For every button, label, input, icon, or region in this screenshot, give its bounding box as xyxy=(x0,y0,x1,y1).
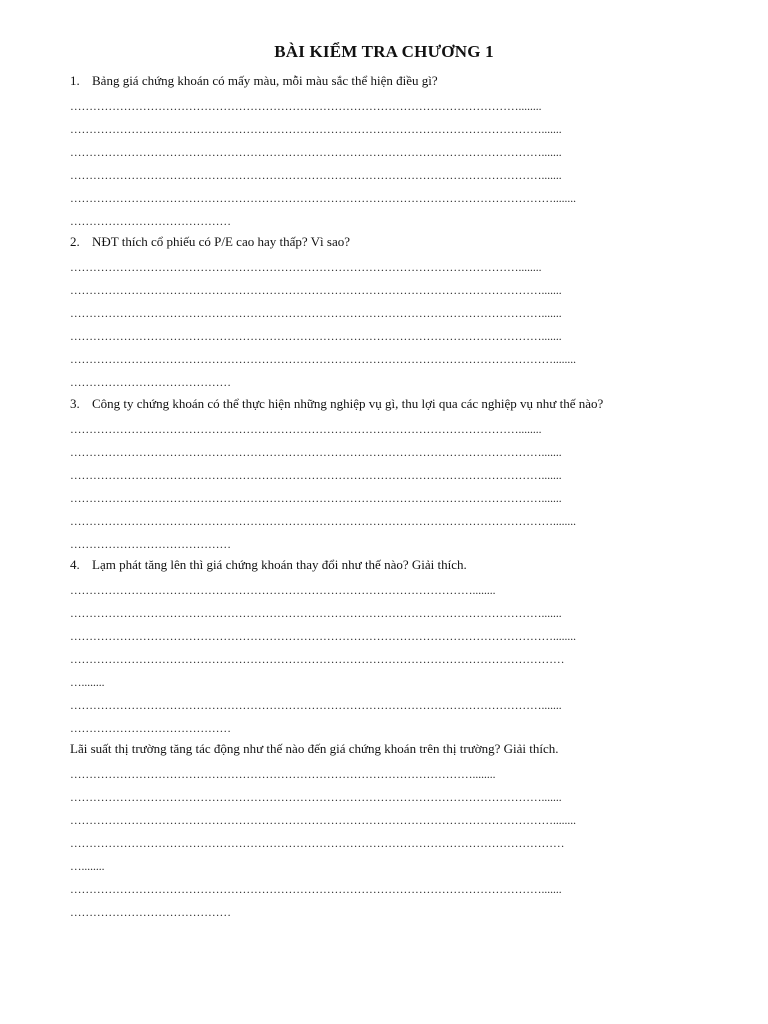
answer-line: ……………………………………………………………………………………………………………....... xyxy=(70,792,562,804)
question-text: NĐT thích cổ phiếu có P/E cao hay thấp? Vì sao? xyxy=(92,234,351,249)
question-text: Lãi suất thị trường tăng tác động như thế nào đến giá chứng khoán trên thị trường? Giải thích. xyxy=(70,741,559,756)
answer-line: ……………………………………………………………………………………………………………....... xyxy=(70,493,562,505)
answer-line: ………………………………………………………………………………………………………………........ xyxy=(70,193,576,205)
question-2 xyxy=(70,234,350,250)
answer-line: ………………………………………………………………………………………………………………… xyxy=(70,838,565,850)
answer-line: ……………………………………………………………………………………………………………....... xyxy=(70,608,562,620)
answer-line: ………………………………………………………………………………………………………………........ xyxy=(70,631,576,643)
answer-line: ……………………………………………………………………………………………………………....... xyxy=(70,170,562,182)
answer-line: ………………………………………………………………………………………………………........ xyxy=(70,262,542,274)
question-5 xyxy=(70,741,559,757)
answer-line: ………………………………………………………………………………………………………………........ xyxy=(70,815,576,827)
answer-line: ……………………………………………………………………………………………........ xyxy=(70,585,496,597)
answer-line: …………………………………… xyxy=(70,723,231,735)
answer-line: ……………………………………………………………………………………………………………....... xyxy=(70,884,562,896)
answer-line: ……………………………………………………………………………………………………………....... xyxy=(70,331,562,343)
question-3 xyxy=(70,396,603,412)
page-title: BÀI KIỂM TRA CHƯƠNG 1 xyxy=(274,42,494,61)
answer-line: ………………………………………………………………………………………………………........ xyxy=(70,101,542,113)
question-text: Bảng giá chứng khoán có mấy màu, mỗi màu sắc thể hiện điều gì? xyxy=(92,73,438,88)
question-text: Lạm phát tăng lên thì giá chứng khoán thay đổi như thế nào? Giải thích. xyxy=(92,557,467,572)
question-number: 4. xyxy=(70,557,80,572)
answer-line: ………………………………………………………………………………………………………………… xyxy=(70,654,565,666)
answer-line: …………………………………… xyxy=(70,907,231,919)
answer-line: …………………………………… xyxy=(70,216,231,228)
answer-line: ……………………………………………………………………………………………………………....... xyxy=(70,470,562,482)
question-number: 1. xyxy=(70,73,80,88)
question-text: Công ty chứng khoán có thể thực hiện những nghiệp vụ gì, thu lợi qua các nghiệp vụ như thế nào? xyxy=(92,396,604,411)
answer-line: …........ xyxy=(70,677,105,689)
answer-line: ……………………………………………………………………………………………………………....... xyxy=(70,447,562,459)
answer-line: …………………………………… xyxy=(70,539,231,551)
answer-line: ……………………………………………………………………………………………………………....... xyxy=(70,124,562,136)
answer-line: …………………………………… xyxy=(70,377,231,389)
answer-line: ……………………………………………………………………………………………………………....... xyxy=(70,700,562,712)
answer-line: ………………………………………………………………………………………………………………........ xyxy=(70,516,576,528)
answer-line: ………………………………………………………………………………………………………........ xyxy=(70,424,542,436)
question-1 xyxy=(70,73,438,89)
question-number: 3. xyxy=(70,396,80,411)
answer-line: …........ xyxy=(70,861,105,873)
question-number: 2. xyxy=(70,234,80,249)
answer-line: ……………………………………………………………………………………………………………....... xyxy=(70,308,562,320)
question-4 xyxy=(70,557,467,573)
answer-line: ……………………………………………………………………………………………………………....... xyxy=(70,285,562,297)
answer-line: ……………………………………………………………………………………………………………....... xyxy=(70,147,562,159)
answer-line: ………………………………………………………………………………………………………………........ xyxy=(70,354,576,366)
answer-line: ……………………………………………………………………………………………........ xyxy=(70,769,496,781)
